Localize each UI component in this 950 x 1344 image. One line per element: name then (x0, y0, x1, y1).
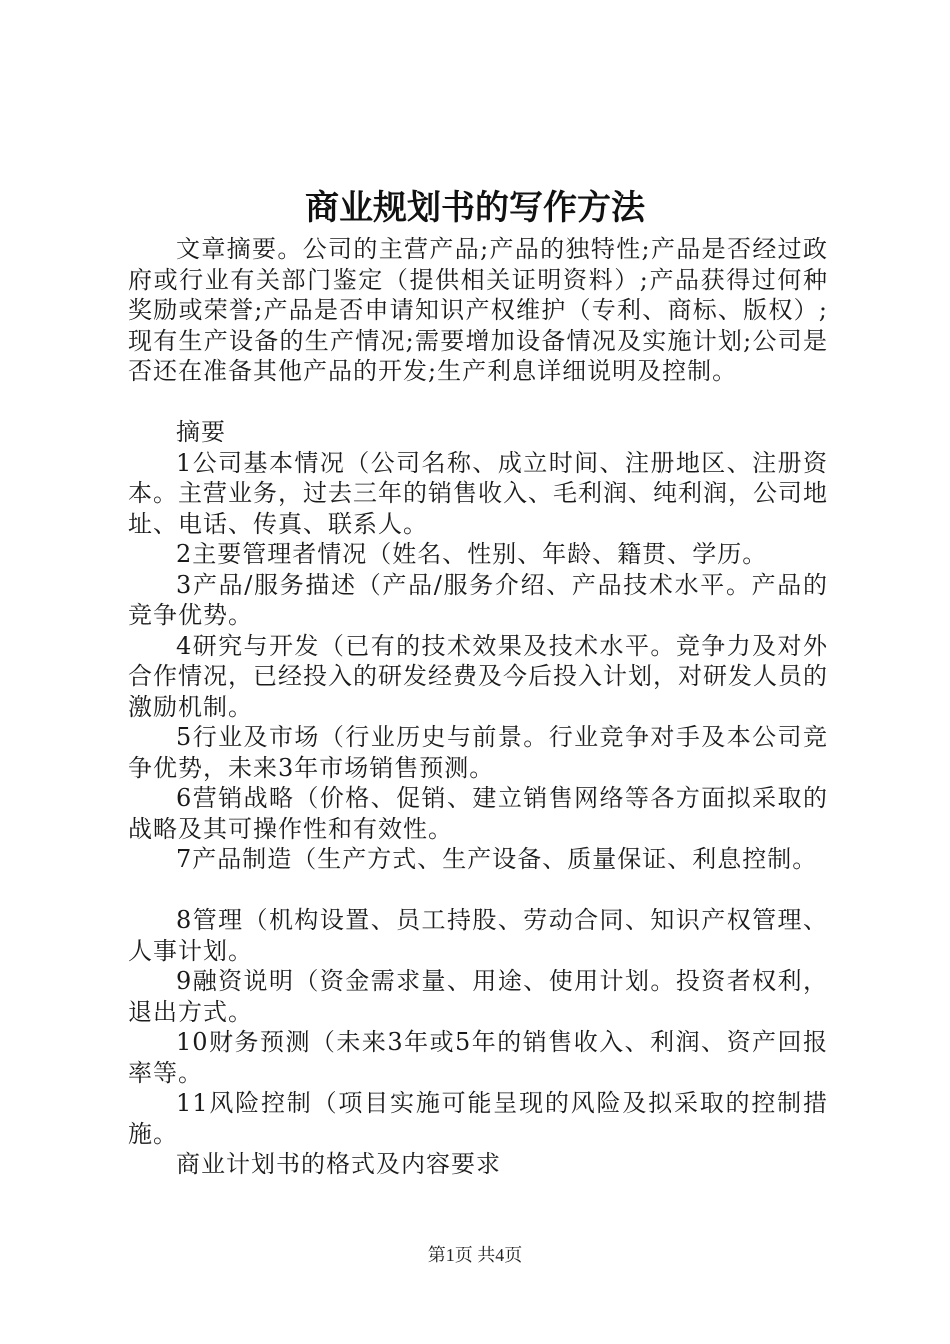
list-item: 5行业及市场（行业历史与前景。行业竞争对手及本公司竞争优势，未来3年市场销售预测。 (128, 723, 828, 782)
page-number-footer: 第1页 共4页 (427, 1245, 523, 1265)
page-title: 商业规划书的写作方法 (305, 188, 645, 228)
section-heading-format: 商业计划书的格式及内容要求 (176, 1150, 501, 1178)
list-item: 4研究与开发（已有的技术效果及技术水平。竞争力及对外合作情况，已经投入的研发经费及今后投入计划，对研发人员的激励机制。 (128, 631, 828, 721)
list-item: 9融资说明（资金需求量、用途、使用计划。投资者权利，退出方式。 (128, 967, 828, 1026)
list-item: 3产品/服务描述（产品/服务介绍、产品技术水平。产品的竞争优势。 (128, 570, 828, 629)
list-item: 11风险控制（项目实施可能呈现的风险及拟采取的控制措施。 (128, 1089, 828, 1148)
list-item: 10财务预测（未来3年或5年的销售收入、利润、资产回报率等。 (128, 1028, 828, 1087)
list-item: 8管理（机构设置、员工持股、劳动合同、知识产权管理、人事计划。 (128, 906, 828, 965)
abstract-paragraph: 文章摘要。公司的主营产品;产品的独特性;产品是否经过政府或行业有关部门鉴定（提供相关证明资料）;产品获得过何种奖励或荣誉;产品是否申请知识产权维护（专利、商标、版权）;现有生产设备的生产情况;需要增加设备情况及实施计划;公司是否还在准备其他产品的开发;生产利息详细说明及控制。 (128, 235, 828, 385)
document-body (128, 234, 828, 1180)
list-item: 6营销战略（价格、促销、建立销售网络等各方面拟采取的战略及其可操作性和有效性。 (128, 784, 828, 843)
list-item: 7产品制造（生产方式、生产设备、质量保证、利息控制。 (176, 845, 818, 873)
section-heading-summary: 摘要 (176, 418, 226, 446)
list-item: 1公司基本情况（公司名称、成立时间、注册地区、注册资本。主营业务，过去三年的销售收入、毛利润、纯利润，公司地址、电话、传真、联系人。 (128, 448, 828, 538)
list-item: 2主要管理者情况（姓名、性别、年龄、籍贯、学历。 (176, 540, 768, 568)
